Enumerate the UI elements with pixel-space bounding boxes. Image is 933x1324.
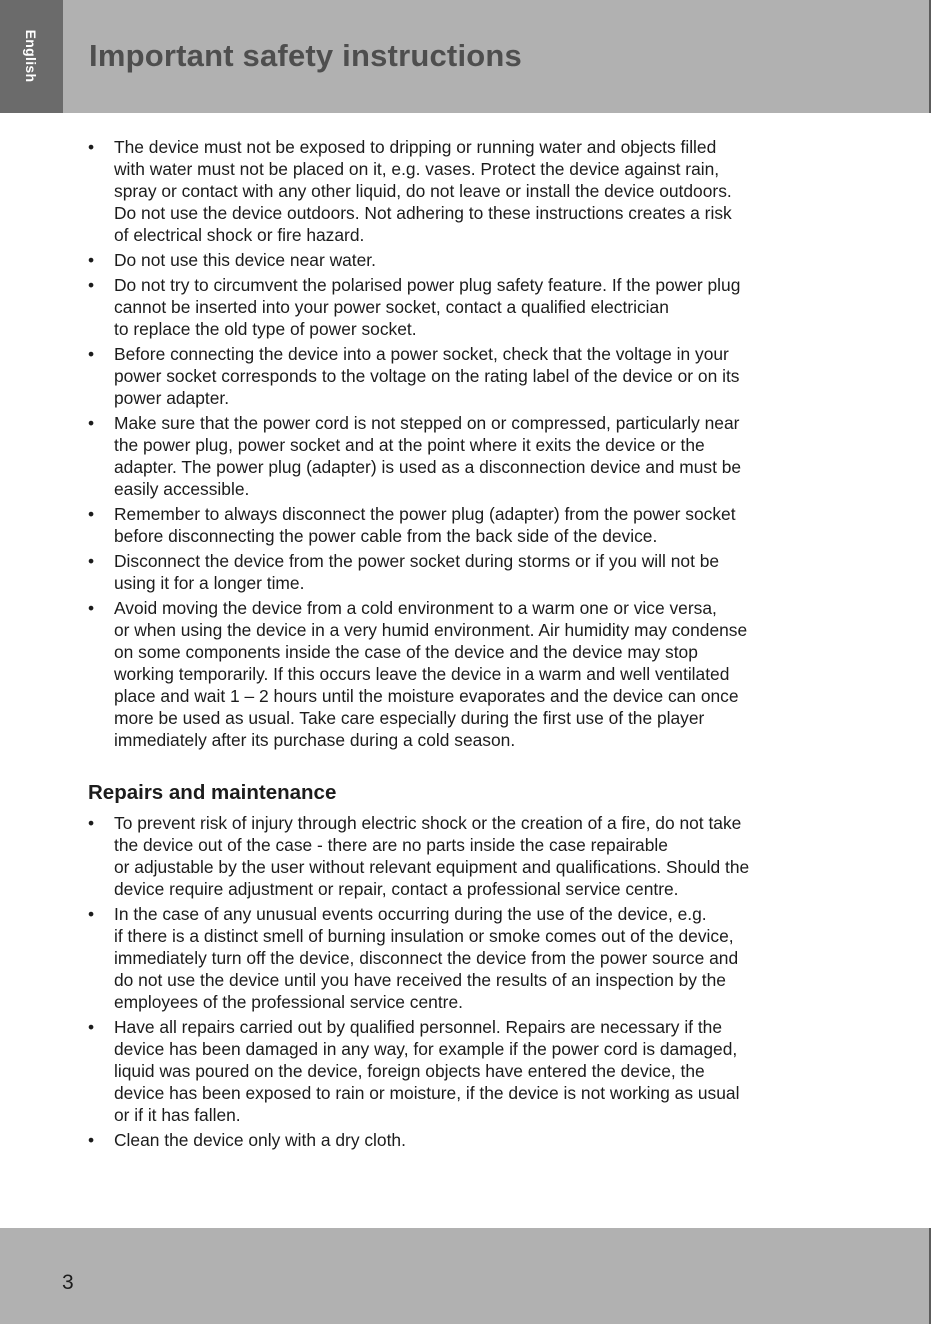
bullet: • xyxy=(88,1017,95,1037)
list-item xyxy=(88,412,858,500)
list-item-text: Do not use this device near water. xyxy=(114,250,376,270)
content xyxy=(88,136,858,1154)
list-item xyxy=(88,503,858,547)
list-item xyxy=(88,597,858,751)
list-item xyxy=(88,343,858,409)
page-number: 3 xyxy=(62,1271,74,1294)
list-item xyxy=(88,1129,858,1151)
list-item-text: The device must not be exposed to dripping or running water and objects filled with water must not be placed on it, e.g. vases. Protect the device against rain, spray or contact with any other liquid, do not leave or install the device outdoors. Do not use the device outdoors. Not adhering to these instructions creates a risk of electrical shock or fire hazard. xyxy=(114,137,732,245)
bullet: • xyxy=(88,551,95,571)
list-item-text: Clean the device only with a dry cloth. xyxy=(114,1130,406,1150)
list-item xyxy=(88,1016,858,1126)
list-item-text: Remember to always disconnect the power plug (adapter) from the power socket before disconnecting the power cable from the back side of the device. xyxy=(114,504,736,546)
repairs-list xyxy=(88,812,858,1151)
list-item-text: Have all repairs carried out by qualified personnel. Repairs are necessary if the device has been damaged in any way, for example if the power cord is damaged, liquid was poured on the device, foreign objects have entered the device, the device has been exposed to rain or moisture, if the device is not working as usual or if it has fallen. xyxy=(114,1017,740,1125)
header-band xyxy=(0,0,931,113)
list-item-text: Before connecting the device into a power socket, check that the voltage in your power socket corresponds to the voltage on the rating label of the device or on its power adapter. xyxy=(114,344,740,408)
list-item xyxy=(88,903,858,1013)
safety-list xyxy=(88,136,858,751)
bullet: • xyxy=(88,250,95,270)
list-item-text: Avoid moving the device from a cold environment to a warm one or vice versa, or when using the device in a very humid environment. Air humidity may condense on some components inside the case of the device and the device may stop working temporarily. If this occurs leave the device in a warm and well ventilated place and wait 1 – 2 hours until the moisture evaporates and the device can once more be used as usual. Take care especially during the first use of the player immediately after its purchase during a cold season. xyxy=(114,598,748,750)
bullet: • xyxy=(88,813,95,833)
page-title: Important safety instructions xyxy=(89,38,522,73)
list-item-text: Make sure that the power cord is not stepped on or compressed, particularly near the power plug, power socket and at the point where it exits the device or the adapter. The power plug (adapter) is used as a disconnection device and must be easily accessible. xyxy=(114,413,742,499)
bullet: • xyxy=(88,137,95,157)
language-label: English xyxy=(23,29,39,83)
footer-band xyxy=(0,1228,931,1324)
section-title-repairs: Repairs and maintenance xyxy=(88,781,337,804)
list-item xyxy=(88,249,858,271)
list-item-text: To prevent risk of injury through electric shock or the creation of a fire, do not take the device out of the case - there are no parts inside the case repairable or adjustable by the user without relevant equipment and qualifications. Should the device require adjustment or repair, contact a professional service centre. xyxy=(114,813,750,899)
bullet: • xyxy=(88,275,95,295)
list-item-text: Do not try to circumvent the polarised power plug safety feature. If the power plug cannot be inserted into your power socket, contact a qualified electrician to replace the old type of power socket. xyxy=(114,275,741,339)
list-item-text: In the case of any unusual events occurring during the use of the device, e.g. if there is a distinct smell of burning insulation or smoke comes out of the device, immediately turn off the device, disconnect the device from the power source and do not use the device until you have received the results of an inspection by the employees of the professional service centre. xyxy=(114,904,739,1012)
list-item xyxy=(88,136,858,246)
list-item-text: Disconnect the device from the power socket during storms or if you will not be using it for a longer time. xyxy=(114,551,720,593)
list-item xyxy=(88,812,858,900)
bullet: • xyxy=(88,1130,95,1150)
bullet: • xyxy=(88,413,95,433)
list-item xyxy=(88,550,858,594)
language-tab xyxy=(0,0,63,113)
list-item xyxy=(88,274,858,340)
bullet: • xyxy=(88,598,95,618)
bullet: • xyxy=(88,504,95,524)
bullet: • xyxy=(88,344,95,364)
bullet: • xyxy=(88,904,95,924)
